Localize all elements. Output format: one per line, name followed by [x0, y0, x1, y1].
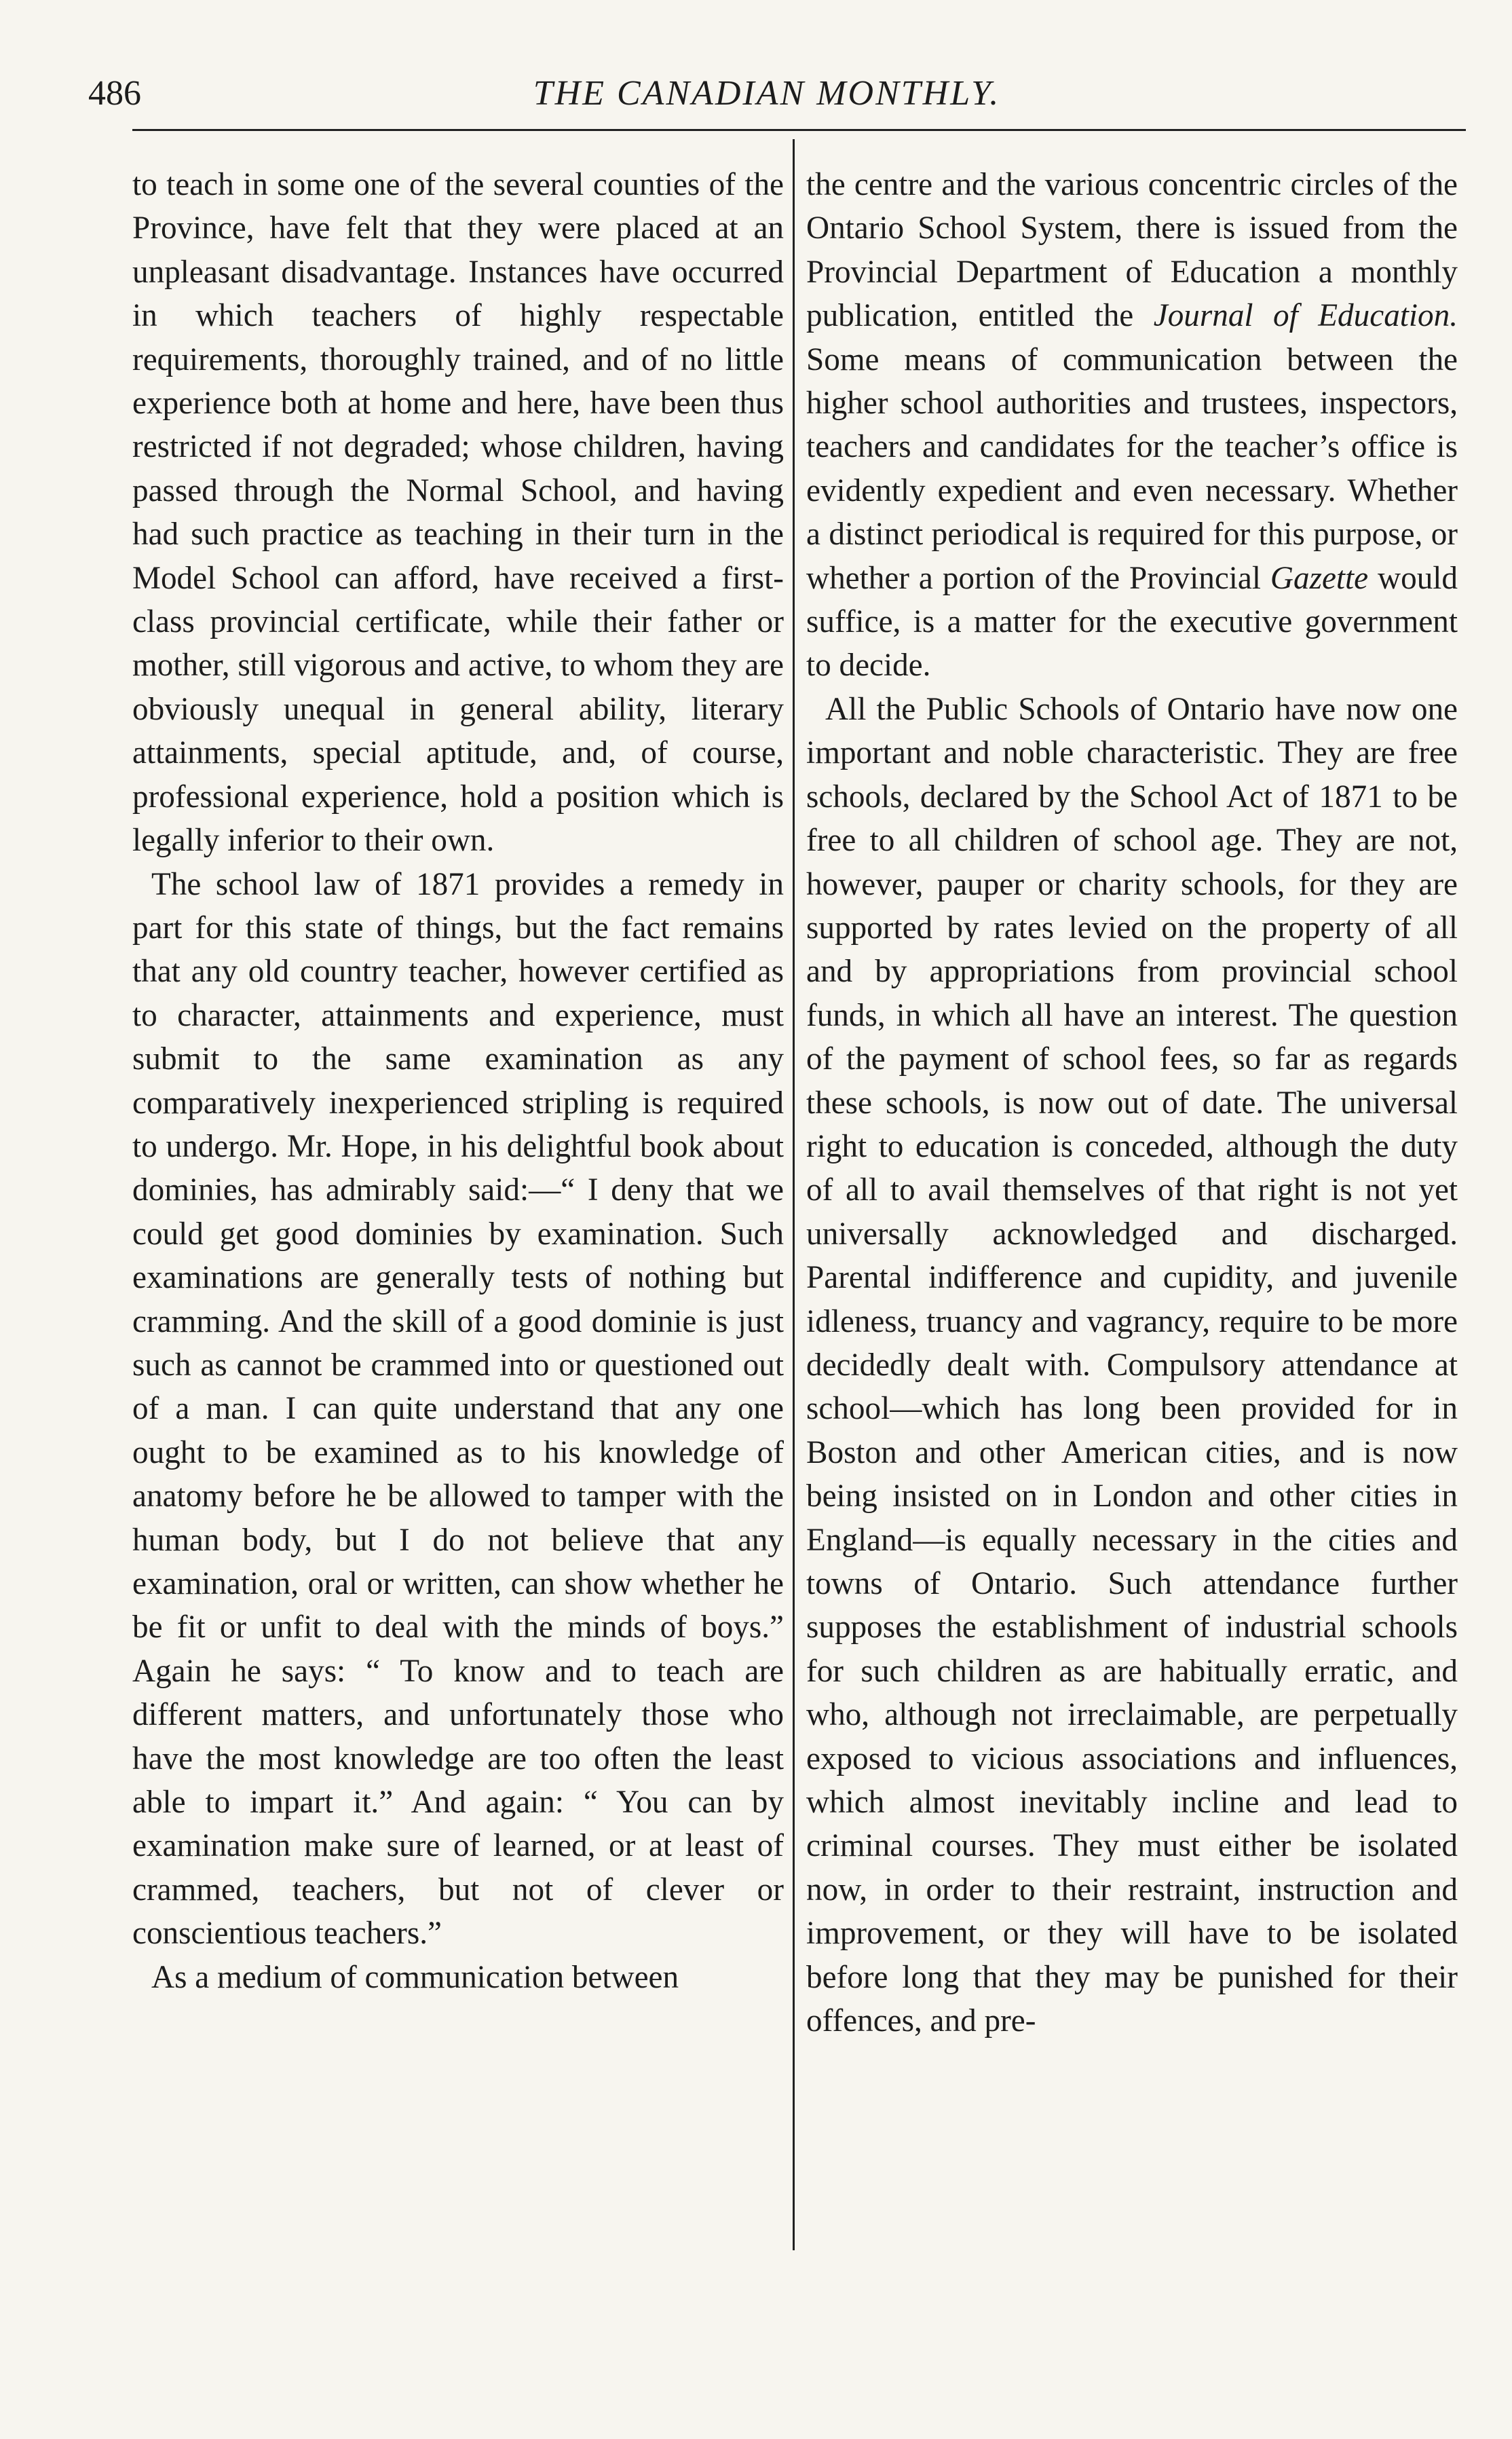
journal-title: Journal of Education. — [1153, 298, 1458, 334]
right-paragraph-2: All the Public Schools of Ontario have now one important and noble characteristic. They are free schools, declared by the School Act of 1871 to be free to all children of school age. They are not, however, pauper or charity schools, for they are supported by rates levied on the property of all and by appropriations from provincial school funds, in which all have an interest. The question of the payment of school fees, so far as regards these schools, is now out of date. The universal right to education is conceded, although the duty of all to avail themselves of that right is not yet universally acknowledged and discharged. Parental indifference and cupidity, and juvenile idleness, truancy and vagrancy, require to be more decidedly dealt with. Compulsory attendance at school—which has long been provided for in Boston and other American cities, and is now being insisted on in London and other cities in England—is equally necessary in the cities and towns of Ontario. Such attendance further supposes the establishment of industrial schools for such children as are habitually erratic, and who, although not irreclaimable, are perpetually exposed to vicious associations and influences, which almost inevitably incline and lead to criminal courses. They must either be isolated now, in order to their restraint, instruction and improvement, or they will have to be isolated before long that they may be punished for their offences, and pre- — [806, 691, 1458, 2039]
left-paragraph-2: The school law of 1871 provides a remedy in part for this state of things, but the fact remains that any old country teacher, however certified as to character, attainments and experience, must submit to the same examination as any comparatively inexperienced stripling is required to undergo. Mr. Hope, in his delightful book about dominies, has admirably said:—“ I deny that we could get good dominies by examination. Such examinations are generally tests of nothing but cramming. And the skill of a good dominie is just such as cannot be crammed into or questioned out of a man. I can quite understand that any one ought to be examined as to his knowledge of anatomy before he be allowed to tamper with the human body, but I do not believe that any examination, oral or written, can show whether he be fit or unfit to deal with the minds of boys.” Again he says: “ To know and to teach are different matters, and unfortunately those who have the most knowledge are too often the least able to impart it.” And again: “ You can by examination make sure of learned, or at least of crammed, teachers, but not of clever or conscientious teachers.” — [132, 866, 784, 1952]
running-title: THE CANADIAN MONTHLY. — [533, 74, 1001, 113]
right-paragraph-1-text-a: the centre and the various concentric circles of the Ontario School System, there is issued from the Provincial Department of Education a monthly publication, entitled the — [806, 167, 1458, 334]
header-rule — [132, 129, 1466, 131]
column-divider — [793, 139, 795, 2250]
page-number: 486 — [88, 74, 141, 113]
left-paragraph-3: As a medium of communication between — [151, 1959, 679, 1995]
left-paragraph-1: to teach in some one of the several counties of the Province, have felt that they were placed at an unpleasant disadvantage. Instances have occurred in which teachers of highly respectable requirements, thoroughly trained, and of no little experience both at home and here, have been thus restricted if not degraded; whose children, having passed through the Normal School, and having had such practice as teaching in their turn in the Model School can afford, have received a first-class provincial certificate, while their father or mother, still vigorous and active, to whom they are obviously unequal in general ability, literary attainments, special aptitude, and, of course, professional experience, hold a position which is legally inferior to their own. — [132, 167, 784, 859]
right-paragraph-1-text-b: Some means of communication between the higher school authorities and trustees, inspectors, teachers and candidates for the teacher’s office is evidently expedient and even necessary. Whether a distinct periodical is required for this purpose, or whether a portion of the Provincial — [806, 341, 1458, 596]
page-header — [88, 60, 1445, 134]
right-paragraph-1-text-c: would suffice, is a matter for the executive government to decide. — [806, 560, 1458, 684]
gazette-title: Gazette — [1270, 560, 1369, 596]
right-column — [806, 163, 1458, 2043]
left-column — [132, 163, 784, 1999]
right-paragraph-1 — [806, 163, 1458, 688]
